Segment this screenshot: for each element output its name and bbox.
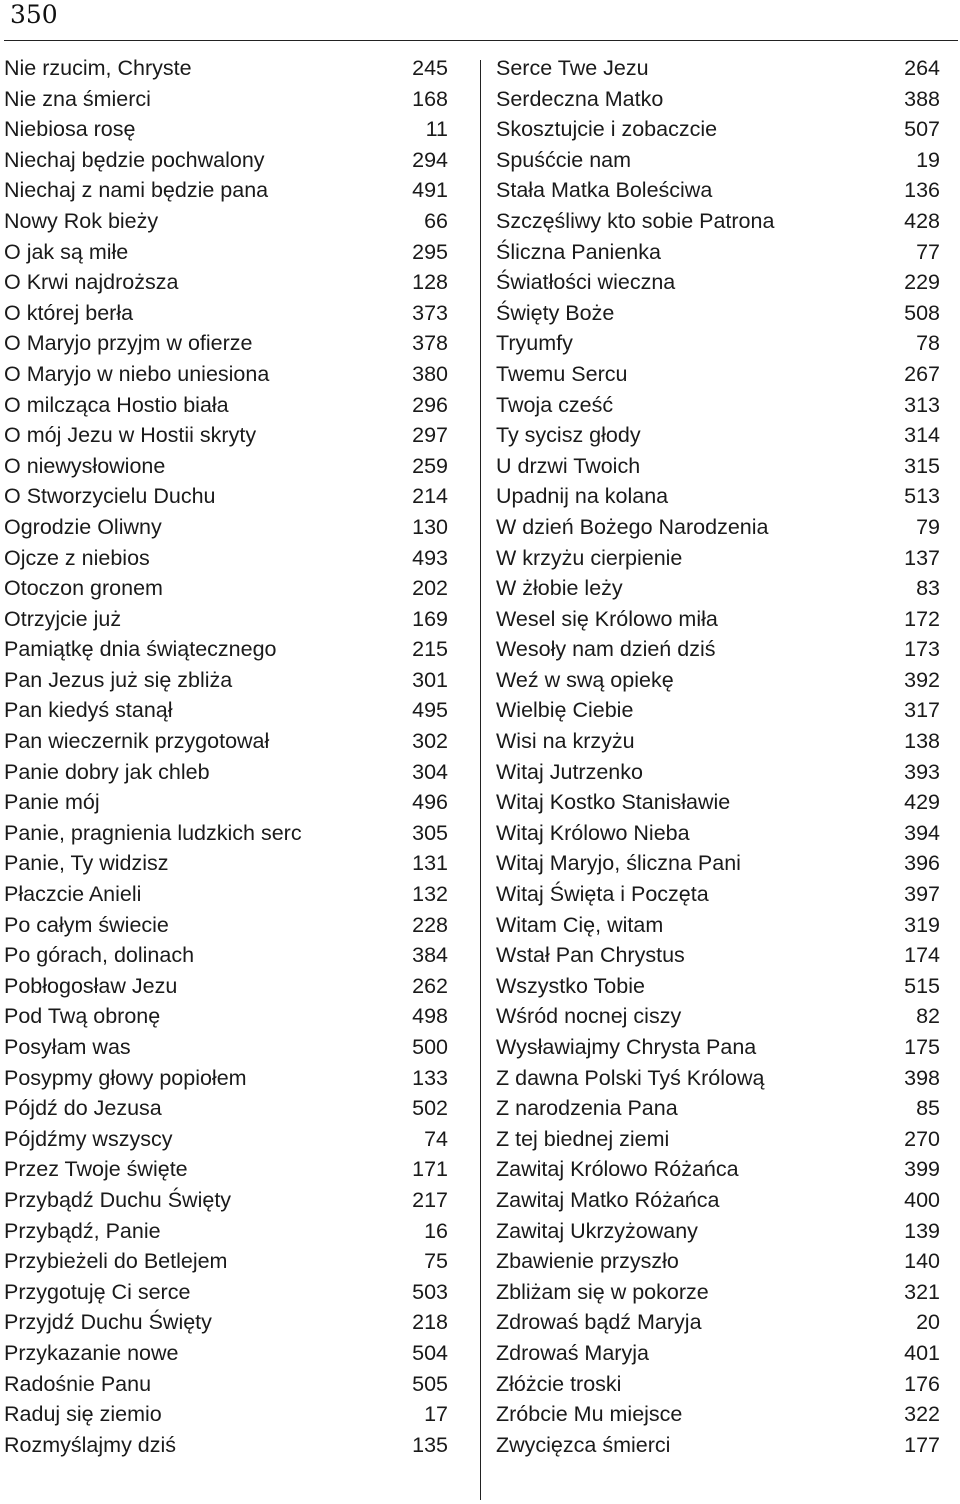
entry-title: Zwycięzca śmierci	[496, 1432, 671, 1457]
index-entry	[4, 940, 448, 971]
entry-title: O Krwi najdroższa	[4, 270, 179, 295]
entry-page-number: 270	[904, 1126, 940, 1151]
entry-title: Twoja cześć	[496, 392, 614, 417]
entry-page-number: 135	[412, 1432, 448, 1457]
entry-page-number: 79	[916, 514, 940, 539]
entry-page-number: 305	[412, 820, 448, 845]
index-entry	[4, 879, 448, 910]
entry-page-number: 78	[916, 331, 940, 356]
index-entry	[4, 420, 448, 451]
index-entry	[496, 359, 940, 390]
entry-page-number: 171	[412, 1157, 448, 1182]
entry-title: Serdeczna Matko	[496, 86, 664, 111]
index-entry	[496, 1216, 940, 1247]
entry-title: Nie zna śmierci	[4, 86, 151, 111]
entry-title: Otrzyjcie już	[4, 606, 122, 631]
index-entry	[4, 1124, 448, 1155]
entry-page-number: 392	[904, 667, 940, 692]
entry-title: Płaczcie Anieli	[4, 882, 142, 907]
entry-title: O milcząca Hostio biała	[4, 392, 229, 417]
index-entry	[496, 481, 940, 512]
index-entry	[496, 175, 940, 206]
entry-page-number: 177	[904, 1432, 940, 1457]
index-entry	[4, 1001, 448, 1032]
entry-page-number: 264	[904, 56, 940, 80]
index-entry	[496, 971, 940, 1002]
entry-title: O mój Jezu w Hostii skryty	[4, 423, 257, 448]
entry-page-number: 16	[424, 1218, 448, 1243]
index-entry	[496, 573, 940, 604]
entry-title: Pod Twą obronę	[4, 1004, 161, 1029]
index-entry	[4, 910, 448, 941]
entry-title: Przykazanie nowe	[4, 1340, 179, 1365]
index-entry	[4, 634, 448, 665]
entry-page-number: 397	[904, 882, 940, 907]
entry-title: Śliczna Panienka	[496, 239, 661, 264]
index-entry	[4, 1277, 448, 1308]
index-entry	[4, 481, 448, 512]
index-entry	[4, 1185, 448, 1216]
entry-title: Witaj Kostko Stanisławie	[496, 790, 731, 815]
index-entry	[496, 390, 940, 421]
index-entry	[4, 1430, 448, 1461]
index-entry	[496, 451, 940, 482]
entry-title: Zawitaj Matko Różańca	[496, 1187, 720, 1212]
entry-page-number: 228	[412, 912, 448, 937]
index-entry	[496, 145, 940, 176]
entry-title: Zdrowaś Maryja	[496, 1340, 649, 1365]
index-entry	[4, 1216, 448, 1247]
entry-page-number: 296	[412, 392, 448, 417]
entry-page-number: 429	[904, 790, 940, 815]
entry-title: Święty Boże	[496, 300, 615, 325]
entry-title: Raduj się ziemio	[4, 1402, 162, 1427]
entry-title: Wszystko Tobie	[496, 973, 645, 998]
entry-page-number: 496	[412, 790, 448, 815]
entry-title: U drzwi Twoich	[496, 453, 641, 478]
index-entry	[496, 665, 940, 696]
entry-title: O Maryjo przyjm w ofierze	[4, 331, 253, 356]
entry-page-number: 176	[904, 1371, 940, 1396]
index-entry	[496, 940, 940, 971]
entry-page-number: 202	[412, 576, 448, 601]
entry-page-number: 428	[904, 208, 940, 233]
entry-page-number: 139	[904, 1218, 940, 1243]
index-entry	[4, 665, 448, 696]
entry-page-number: 82	[916, 1004, 940, 1029]
entry-page-number: 19	[916, 147, 940, 172]
entry-page-number: 174	[904, 943, 940, 968]
entry-page-number: 400	[904, 1187, 940, 1212]
index-entry	[4, 726, 448, 757]
entry-title: O której berła	[4, 300, 134, 325]
index-entry	[496, 879, 940, 910]
index-entry	[4, 757, 448, 788]
index-entry	[496, 604, 940, 635]
entry-title: Witaj Królowo Nieba	[496, 820, 690, 845]
entry-page-number: 322	[904, 1402, 940, 1427]
entry-title: Pan Jezus już się zbliża	[4, 667, 233, 692]
entry-title: Witaj Święta i Poczęta	[496, 882, 709, 907]
entry-page-number: 132	[412, 882, 448, 907]
entry-title: Otoczon gronem	[4, 576, 163, 601]
entry-page-number: 136	[904, 178, 940, 203]
entry-page-number: 384	[412, 943, 448, 968]
index-entry	[496, 695, 940, 726]
entry-title: Panie, pragnienia ludzkich serc	[4, 820, 302, 845]
index-entry	[4, 175, 448, 206]
entry-title: Posyłam was	[4, 1035, 131, 1059]
index-entry	[4, 1338, 448, 1369]
entry-page-number: 215	[412, 637, 448, 662]
entry-page-number: 315	[904, 453, 940, 478]
entry-title: Przybądź Duchu Święty	[4, 1187, 232, 1212]
entry-title: Panie dobry jak chleb	[4, 759, 210, 784]
entry-page-number: 262	[412, 973, 448, 998]
entry-title: Panie mój	[4, 790, 100, 815]
entry-page-number: 505	[412, 1371, 448, 1396]
index-entry	[496, 1032, 940, 1063]
entry-title: Twemu Sercu	[496, 361, 628, 386]
index-entry	[496, 787, 940, 818]
index-entry	[4, 1063, 448, 1094]
entry-page-number: 394	[904, 820, 940, 845]
index-entry	[4, 84, 448, 115]
index-entry	[496, 818, 940, 849]
entry-page-number: 493	[412, 545, 448, 570]
entry-page-number: 140	[904, 1249, 940, 1274]
entry-page-number: 130	[412, 514, 448, 539]
index-entry	[496, 1093, 940, 1124]
entry-title: W dzień Bożego Narodzenia	[496, 514, 769, 539]
entry-title: Weź w swą opiekę	[496, 667, 674, 692]
index-entry	[496, 757, 940, 788]
entry-page-number: 401	[904, 1340, 940, 1365]
entry-page-number: 380	[412, 361, 448, 386]
entry-page-number: 11	[425, 117, 448, 142]
entry-page-number: 515	[904, 973, 940, 998]
index-entry	[4, 543, 448, 574]
entry-title: Przyjdź Duchu Święty	[4, 1310, 212, 1335]
entry-page-number: 396	[904, 851, 940, 876]
index-entry	[496, 634, 940, 665]
entry-title: Radośnie Panu	[4, 1371, 152, 1396]
index-entry	[4, 512, 448, 543]
index-entry	[496, 1307, 940, 1338]
entry-page-number: 172	[904, 606, 940, 631]
entry-title: Witaj Jutrzenko	[496, 759, 643, 784]
index-entry	[496, 1124, 940, 1155]
index-entry	[4, 573, 448, 604]
index-entry	[496, 53, 940, 84]
entry-title: Upadnij na kolana	[496, 484, 669, 509]
entry-page-number: 17	[424, 1402, 448, 1427]
index-entry	[496, 910, 940, 941]
entry-title: Z dawna Polski Tyś Królową	[496, 1065, 765, 1090]
index-entry	[4, 1399, 448, 1430]
index-entry	[4, 1369, 448, 1400]
index-entry	[4, 848, 448, 879]
column-divider	[480, 60, 481, 1500]
entry-title: Wysławiajmy Chrysta Pana	[496, 1035, 757, 1059]
entry-title: Stała Matka Boleściwa	[496, 178, 713, 203]
entry-page-number: 378	[412, 331, 448, 356]
index-entry	[4, 604, 448, 635]
index-entry	[4, 298, 448, 329]
entry-title: Witam Cię, witam	[496, 912, 664, 937]
entry-title: Pójdźmy wszyscy	[4, 1126, 173, 1151]
entry-page-number: 75	[424, 1249, 448, 1274]
entry-title: Panie, Ty widzisz	[4, 851, 169, 876]
entry-page-number: 373	[412, 300, 448, 325]
entry-title: Ojcze z niebios	[4, 545, 150, 570]
entry-title: Niebiosa rosę	[4, 117, 136, 142]
entry-page-number: 131	[412, 851, 448, 876]
entry-title: O niewysłowione	[4, 453, 166, 478]
entry-page-number: 74	[424, 1126, 448, 1151]
index-entry	[496, 1063, 940, 1094]
index-entry	[496, 1430, 940, 1461]
entry-page-number: 138	[904, 729, 940, 754]
entry-page-number: 169	[412, 606, 448, 631]
entry-page-number: 393	[904, 759, 940, 784]
entry-title: Pan kiedyś stanął	[4, 698, 173, 723]
entry-page-number: 495	[412, 698, 448, 723]
entry-page-number: 388	[904, 86, 940, 111]
index-entry	[496, 1399, 940, 1430]
index-entry	[4, 1032, 448, 1063]
entry-page-number: 507	[904, 117, 940, 142]
entry-title: Rozmyślajmy dziś	[4, 1432, 177, 1457]
entry-page-number: 137	[904, 545, 940, 570]
entry-title: Przygotuję Ci serce	[4, 1279, 191, 1304]
entry-page-number: 399	[904, 1157, 940, 1182]
entry-title: Nowy Rok bieży	[4, 208, 159, 233]
entry-title: Zawitaj Ukrzyżowany	[496, 1218, 698, 1243]
index-entry	[4, 1307, 448, 1338]
index-column-left	[4, 53, 448, 1460]
entry-title: Z narodzenia Pana	[496, 1096, 678, 1121]
entry-title: O Maryjo w niebo uniesiona	[4, 361, 270, 386]
entry-page-number: 313	[904, 392, 940, 417]
entry-page-number: 317	[904, 698, 940, 723]
entry-page-number: 398	[904, 1065, 940, 1090]
index-entry	[4, 1093, 448, 1124]
entry-title: Przybieżeli do Betlejem	[4, 1249, 228, 1274]
index-entry	[496, 543, 940, 574]
entry-title: Wesel się Królowo miła	[496, 606, 718, 631]
entry-page-number: 133	[412, 1065, 448, 1090]
index-entry	[4, 1246, 448, 1277]
entry-page-number: 83	[916, 576, 940, 601]
entry-page-number: 168	[412, 86, 448, 111]
index-column-right	[496, 53, 940, 1460]
entry-title: Po całym świecie	[4, 912, 169, 937]
index-entry	[496, 84, 940, 115]
entry-page-number: 175	[904, 1035, 940, 1059]
index-entry	[496, 1001, 940, 1032]
entry-title: Po górach, dolinach	[4, 943, 195, 968]
entry-page-number: 294	[412, 147, 448, 172]
entry-page-number: 498	[412, 1004, 448, 1029]
entry-title: Z tej biednej ziemi	[496, 1126, 670, 1151]
index-entry	[4, 1154, 448, 1185]
entry-title: Nie rzucim, Chryste	[4, 56, 192, 80]
entry-page-number: 20	[916, 1310, 940, 1335]
index-entry	[496, 420, 940, 451]
entry-title: Zbawienie przyszło	[496, 1249, 679, 1274]
index-entry	[4, 451, 448, 482]
entry-title: Światłości wieczna	[496, 270, 676, 295]
entry-page-number: 267	[904, 361, 940, 386]
index-entry	[496, 114, 940, 145]
entry-page-number: 491	[412, 178, 448, 203]
entry-title: Zróbcie Mu miejsce	[496, 1402, 683, 1427]
entry-title: Serce Twe Jezu	[496, 56, 649, 80]
index-entry	[4, 145, 448, 176]
entry-title: Niechaj będzie pochwalony	[4, 147, 265, 172]
index-entry	[496, 726, 940, 757]
index-entry	[496, 1154, 940, 1185]
index-entry	[4, 267, 448, 298]
entry-page-number: 301	[412, 667, 448, 692]
index-entry	[496, 1369, 940, 1400]
entry-title: Przybądź, Panie	[4, 1218, 161, 1243]
entry-page-number: 229	[904, 270, 940, 295]
entry-page-number: 77	[916, 239, 940, 264]
index-entry	[496, 848, 940, 879]
index-entry	[4, 390, 448, 421]
index-entry	[496, 267, 940, 298]
index-entry	[4, 818, 448, 849]
entry-title: O Stworzycielu Duchu	[4, 484, 216, 509]
entry-page-number: 503	[412, 1279, 448, 1304]
entry-page-number: 502	[412, 1096, 448, 1121]
entry-page-number: 173	[904, 637, 940, 662]
index-entry	[496, 512, 940, 543]
page-number: 350	[10, 0, 58, 29]
entry-title: Spuśćcie nam	[496, 147, 632, 172]
index-entry	[4, 206, 448, 237]
entry-page-number: 508	[904, 300, 940, 325]
index-entry	[4, 237, 448, 268]
entry-page-number: 259	[412, 453, 448, 478]
index-entry	[496, 1277, 940, 1308]
index-entry	[496, 1185, 940, 1216]
header-rule	[4, 40, 958, 41]
index-entry	[496, 237, 940, 268]
entry-page-number: 321	[904, 1279, 940, 1304]
entry-title: Pójdź do Jezusa	[4, 1096, 162, 1121]
entry-title: Zawitaj Królowo Różańca	[496, 1157, 739, 1182]
entry-title: Pan wieczernik przygotował	[4, 729, 270, 754]
index-entry	[4, 53, 448, 84]
index-entry	[496, 298, 940, 329]
entry-title: Wisi na krzyżu	[496, 729, 635, 754]
entry-title: Przez Twoje święte	[4, 1157, 188, 1182]
entry-title: Tryumfy	[496, 331, 573, 356]
entry-title: Wielbię Ciebie	[496, 698, 634, 723]
index-entry	[496, 328, 940, 359]
entry-page-number: 214	[412, 484, 448, 509]
entry-title: Wśród nocnej ciszy	[496, 1004, 682, 1029]
entry-title: O jak są miłe	[4, 239, 129, 264]
entry-page-number: 297	[412, 423, 448, 448]
entry-title: Wesoły nam dzień dziś	[496, 637, 716, 662]
entry-page-number: 513	[904, 484, 940, 509]
entry-page-number: 128	[412, 270, 448, 295]
index-entry	[4, 359, 448, 390]
entry-title: Zbliżam się w pokorze	[496, 1279, 709, 1304]
entry-title: Niechaj z nami będzie pana	[4, 178, 269, 203]
index-entry	[4, 971, 448, 1002]
entry-title: Skosztujcie i zobaczcie	[496, 117, 718, 142]
entry-title: Ty sycisz głody	[496, 423, 641, 448]
index-entry	[4, 114, 448, 145]
entry-page-number: 295	[412, 239, 448, 264]
entry-page-number: 245	[412, 56, 448, 80]
entry-page-number: 319	[904, 912, 940, 937]
entry-page-number: 500	[412, 1035, 448, 1059]
index-entry	[496, 1246, 940, 1277]
entry-page-number: 302	[412, 729, 448, 754]
entry-page-number: 504	[412, 1340, 448, 1365]
entry-title: W krzyżu cierpienie	[496, 545, 683, 570]
entry-page-number: 66	[424, 208, 448, 233]
entry-title: Szczęśliwy kto sobie Patrona	[496, 208, 775, 233]
entry-title: W żłobie leży	[496, 576, 623, 601]
entry-page-number: 218	[412, 1310, 448, 1335]
entry-page-number: 217	[412, 1187, 448, 1212]
index-entry	[4, 695, 448, 726]
entry-title: Pamiątkę dnia świątecznego	[4, 637, 277, 662]
index-entry	[496, 206, 940, 237]
entry-title: Złóżcie troski	[496, 1371, 622, 1396]
index-entry	[4, 787, 448, 818]
entry-title: Ogrodzie Oliwny	[4, 514, 162, 539]
entry-title: Posypmy głowy popiołem	[4, 1065, 247, 1090]
entry-page-number: 304	[412, 759, 448, 784]
entry-title: Wstał Pan Chrystus	[496, 943, 685, 968]
entry-title: Pobłogosław Jezu	[4, 973, 178, 998]
entry-title: Zdrowaś bądź Maryja	[496, 1310, 702, 1335]
index-entry	[496, 1338, 940, 1369]
index-entry	[4, 328, 448, 359]
entry-page-number: 314	[904, 423, 940, 448]
entry-title: Witaj Maryjo, śliczna Pani	[496, 851, 741, 876]
entry-page-number: 85	[916, 1096, 940, 1121]
